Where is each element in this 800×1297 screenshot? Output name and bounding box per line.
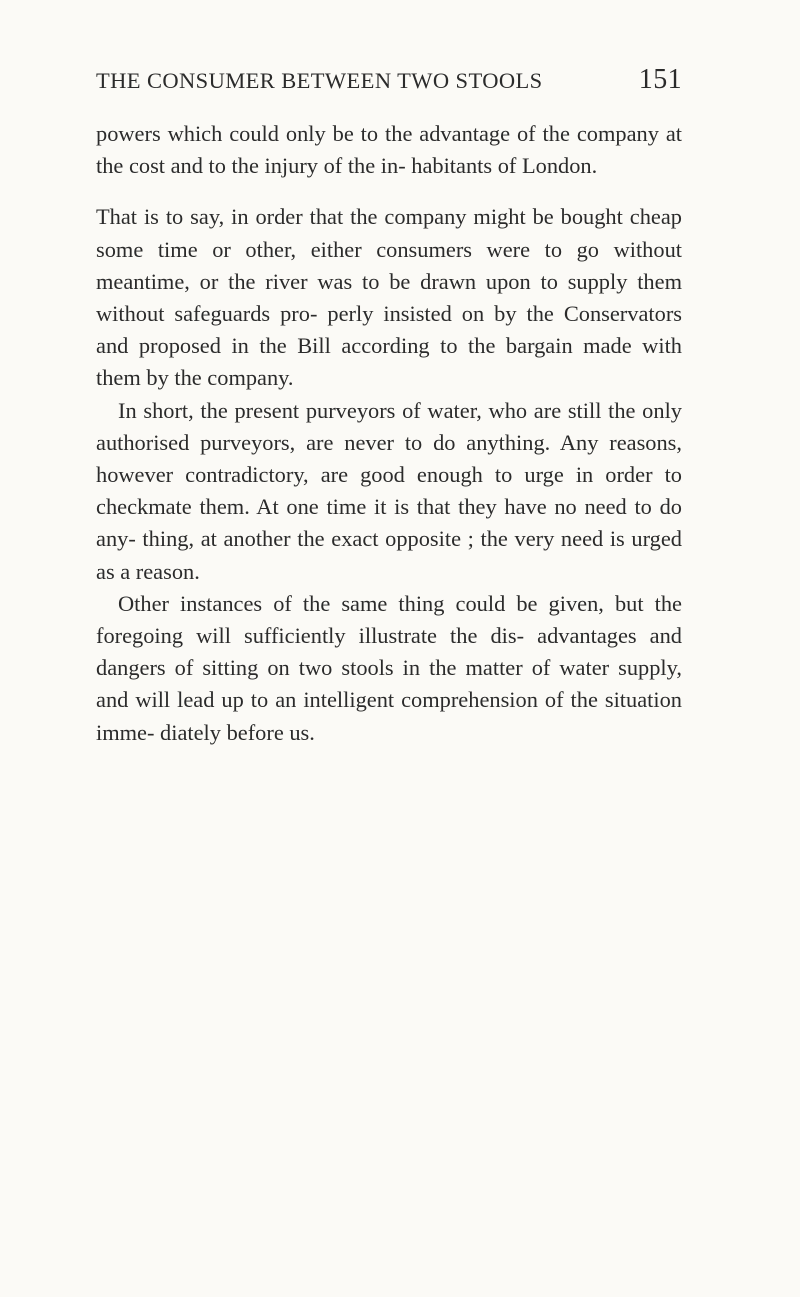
paragraph-4: Other instances of the same thing could be given, but the foregoing will sufficiently illustrate the dis- advantages and dangers of sitting on two stools in the matter of water supply, and will lead up to an intelligent comprehension of the situation imme- diately before us.: [96, 590, 682, 745]
running-head-title: THE CONSUMER BETWEEN TWO STOOLS: [96, 68, 543, 93]
page-number: 151: [638, 64, 682, 95]
running-head: [96, 64, 682, 96]
paragraph-3: In short, the present purveyors of water, who are still the only authorised purveyors, are never to do anything. Any reasons, however contradictory, are good enough to urge in order to checkmate them. At one time it is that they have no need to do any- thing, at another the exact opposite ; the very need is urged as a reason.: [96, 397, 682, 584]
paragraph-2: That is to say, in order that the company might be bought cheap some time or other, either consumers were to go without meantime, or the river was to be drawn upon to supply them without safeguards pro- perly insisted on by the Conservators and proposed in the Bill according to the bargain made with them by the company.: [96, 204, 682, 391]
paragraph-1: powers which could only be to the advantage of the company at the cost and to the injury of the in- habitants of London.: [96, 121, 682, 179]
body-text: [96, 118, 682, 749]
